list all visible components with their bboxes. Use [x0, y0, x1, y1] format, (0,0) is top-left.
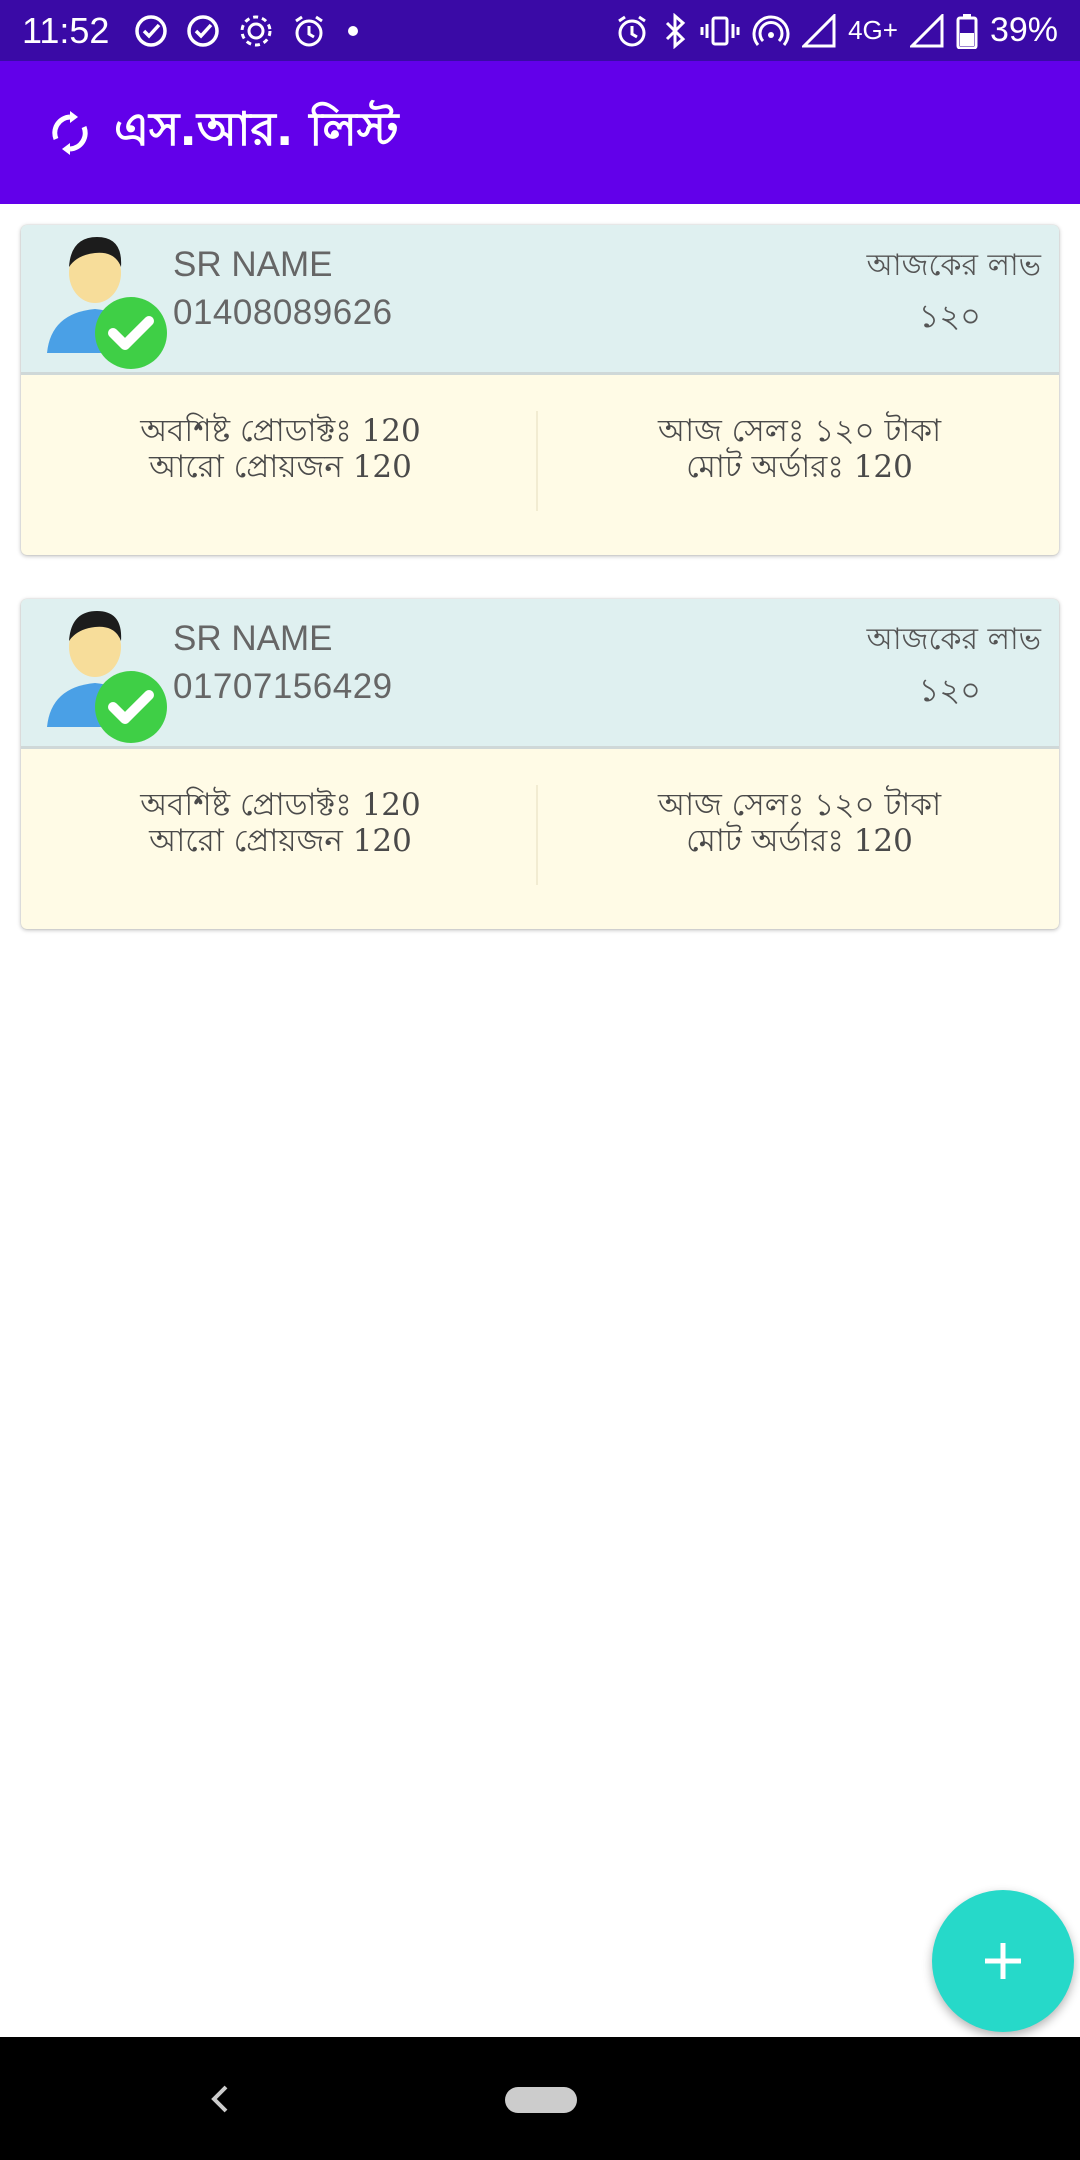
check-circle-icon	[185, 13, 221, 49]
more-needed: আরো প্রোয়জন 120	[149, 449, 412, 485]
sr-card-header	[21, 599, 1059, 749]
check-circle-icon	[133, 13, 169, 49]
bluetooth-icon	[662, 13, 688, 49]
alarm-icon	[291, 13, 327, 49]
navigation-bar	[0, 2037, 1080, 2160]
sr-name: SR NAME	[173, 619, 333, 658]
back-icon[interactable]	[200, 2079, 240, 2119]
profit-label: আজকের লাভ	[866, 622, 1041, 657]
user-avatar-icon	[29, 229, 171, 371]
status-time: 11:52	[22, 9, 110, 51]
sr-card-header	[21, 225, 1059, 375]
remaining-products: অবশিষ্ট প্রোডাক্টঃ 120	[140, 787, 421, 823]
stock-stats	[21, 413, 540, 485]
sr-name: SR NAME	[173, 245, 333, 284]
sr-phone: 01707156429	[173, 667, 393, 706]
page-title: এস.আর. লিস্ট	[114, 101, 399, 156]
sales-stats	[540, 413, 1059, 485]
dot-icon	[343, 21, 363, 41]
sales-stats	[540, 787, 1059, 859]
home-pill[interactable]	[505, 2087, 577, 2113]
sr-card[interactable]	[21, 599, 1059, 929]
remaining-products: অবশিষ্ট প্রোডাক্টঃ 120	[140, 413, 421, 449]
profit-value: ১২০	[918, 297, 981, 335]
signal-icon	[802, 14, 836, 48]
more-needed: আরো প্রোয়জন 120	[149, 823, 412, 859]
profit-value: ১২০	[918, 671, 981, 709]
user-avatar-icon	[29, 603, 171, 745]
today-sale: আজ সেলঃ ১২০ টাকা	[657, 787, 942, 823]
sync-icon[interactable]	[44, 107, 96, 159]
vibrate-icon	[700, 13, 740, 49]
gear-icon	[237, 12, 275, 50]
total-orders: মোট অর্ডারঃ 120	[686, 823, 913, 859]
plus-icon	[979, 1937, 1027, 1985]
add-sr-button[interactable]	[932, 1890, 1074, 2032]
signal-icon	[910, 14, 944, 48]
app-bar	[0, 61, 1080, 204]
profit-label: আজকের লাভ	[866, 248, 1041, 283]
sr-phone: 01408089626	[173, 293, 393, 332]
sr-card-body	[21, 749, 1059, 929]
divider	[536, 411, 538, 511]
status-bar	[0, 0, 1080, 61]
total-orders: মোট অর্ডারঃ 120	[686, 449, 913, 485]
alarm-icon	[614, 13, 650, 49]
stock-stats	[21, 787, 540, 859]
sr-card-body	[21, 375, 1059, 555]
today-sale: আজ সেলঃ ১২০ টাকা	[657, 413, 942, 449]
divider	[536, 785, 538, 885]
sr-card[interactable]	[21, 225, 1059, 555]
network-type: 4G+	[848, 15, 898, 45]
hotspot-icon	[752, 13, 790, 49]
battery-icon	[956, 13, 978, 49]
battery-percent: 39%	[989, 11, 1058, 49]
